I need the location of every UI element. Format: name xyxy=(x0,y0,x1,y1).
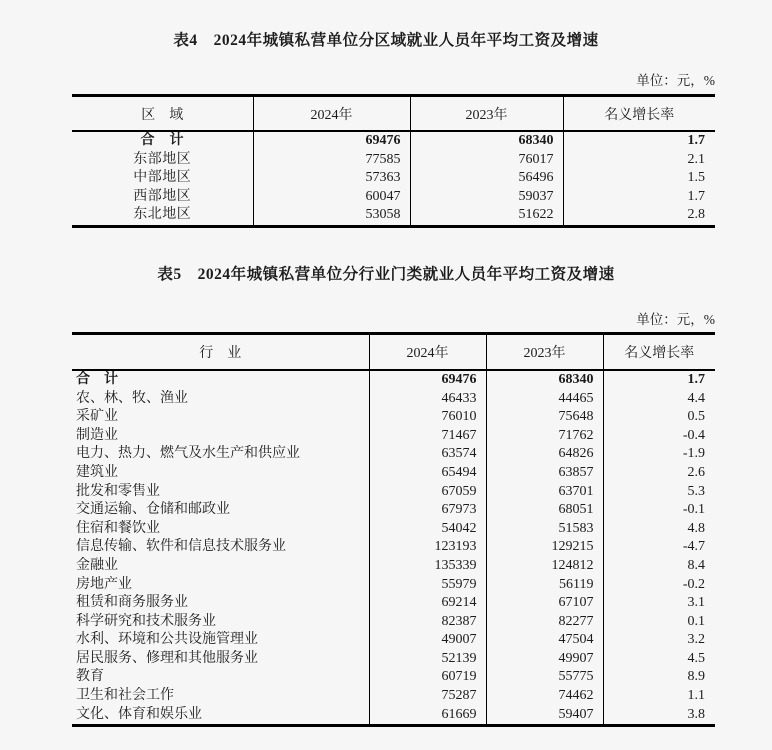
cell-growth: 4.4 xyxy=(603,390,715,409)
table4-col-2023: 2023年 xyxy=(410,96,563,132)
table-row xyxy=(72,370,715,390)
table-row xyxy=(72,538,715,557)
cell-y2024: 65494 xyxy=(369,464,486,483)
cell-growth: 2.8 xyxy=(563,206,715,226)
cell-growth: 3.2 xyxy=(603,631,715,650)
table-row xyxy=(72,427,715,446)
cell-y2024: 71467 xyxy=(369,427,486,446)
cell-growth: 2.1 xyxy=(563,151,715,170)
table-row xyxy=(72,151,715,170)
cell-growth: 4.8 xyxy=(603,520,715,539)
table-row xyxy=(72,706,715,726)
table-row xyxy=(72,520,715,539)
cell-y2023: 68051 xyxy=(486,501,603,520)
cell-y2023: 51583 xyxy=(486,520,603,539)
cell-y2023: 51622 xyxy=(410,206,563,226)
cell-growth: 1.1 xyxy=(603,687,715,706)
cell-label: 教育 xyxy=(76,669,104,685)
cell-y2023: 49907 xyxy=(486,650,603,669)
cell-y2024: 52139 xyxy=(369,650,486,669)
table-row xyxy=(72,131,715,151)
cell-growth: -0.2 xyxy=(603,576,715,595)
table-row xyxy=(72,445,715,464)
cell-label: 文化、体育和娱乐业 xyxy=(76,706,202,722)
table-row xyxy=(72,668,715,687)
cell-y2023: 71762 xyxy=(486,427,603,446)
table4-col-region: 区 域 xyxy=(72,96,253,132)
table5-body xyxy=(72,370,715,726)
cell-y2024: 46433 xyxy=(369,390,486,409)
cell-growth: 4.5 xyxy=(603,650,715,669)
cell-y2024: 75287 xyxy=(369,687,486,706)
table4-header-row xyxy=(72,96,715,132)
cell-y2023: 59037 xyxy=(410,188,563,207)
cell-growth: 3.8 xyxy=(603,706,715,726)
cell-growth: 1.7 xyxy=(563,131,715,151)
cell-label: 中部地区 xyxy=(133,170,192,186)
cell-growth: 5.3 xyxy=(603,483,715,502)
cell-label: 房地产业 xyxy=(76,576,132,592)
cell-y2023: 59407 xyxy=(486,706,603,726)
table-row xyxy=(72,188,715,207)
cell-y2023: 63857 xyxy=(486,464,603,483)
cell-y2023: 124812 xyxy=(486,557,603,576)
cell-y2024: 76010 xyxy=(369,408,486,427)
table4 xyxy=(72,94,715,228)
cell-y2024: 49007 xyxy=(369,631,486,650)
cell-y2023: 82277 xyxy=(486,613,603,632)
table5-wrap xyxy=(72,311,715,727)
cell-label: 科学研究和技术服务业 xyxy=(76,613,216,629)
cell-y2024: 77585 xyxy=(253,151,410,170)
cell-growth: 0.5 xyxy=(603,408,715,427)
cell-label: 采矿业 xyxy=(76,409,118,425)
cell-growth: 1.7 xyxy=(603,370,715,390)
cell-growth: 2.6 xyxy=(603,464,715,483)
table4-title: 表4 2024年城镇私营单位分区域就业人员年平均工资及增速 xyxy=(173,32,599,49)
table4-col-growth: 名义增长率 xyxy=(563,96,715,132)
cell-label: 合 计 xyxy=(140,133,184,148)
cell-y2024: 53058 xyxy=(253,206,410,226)
table-row xyxy=(72,408,715,427)
table-row xyxy=(72,557,715,576)
cell-y2023: 129215 xyxy=(486,538,603,557)
cell-label: 租赁和商务服务业 xyxy=(76,595,188,611)
table5-section xyxy=(0,264,772,727)
cell-y2024: 63574 xyxy=(369,445,486,464)
cell-label: 西部地区 xyxy=(133,188,192,204)
cell-y2023: 67107 xyxy=(486,594,603,613)
cell-growth: 3.1 xyxy=(603,594,715,613)
cell-y2023: 56496 xyxy=(410,169,563,188)
cell-label: 合 计 xyxy=(76,371,118,387)
cell-label: 农、林、牧、渔业 xyxy=(76,390,188,406)
cell-y2023: 56119 xyxy=(486,576,603,595)
cell-y2024: 60047 xyxy=(253,188,410,207)
cell-y2024: 57363 xyxy=(253,169,410,188)
table4-body xyxy=(72,131,715,226)
table5-col-industry: 行 业 xyxy=(72,333,369,370)
cell-growth: -0.1 xyxy=(603,501,715,520)
cell-label: 东北地区 xyxy=(133,207,192,223)
cell-y2023: 63701 xyxy=(486,483,603,502)
cell-label: 交通运输、仓储和邮政业 xyxy=(76,502,230,518)
cell-growth: 8.9 xyxy=(603,668,715,687)
table-row xyxy=(72,613,715,632)
cell-y2023: 44465 xyxy=(486,390,603,409)
cell-label: 水利、环境和公共设施管理业 xyxy=(76,632,258,648)
cell-label: 制造业 xyxy=(76,427,118,443)
cell-label: 批发和零售业 xyxy=(76,483,160,499)
cell-y2024: 60719 xyxy=(369,668,486,687)
table-row xyxy=(72,687,715,706)
table4-unit-note: 单位：元，% xyxy=(636,73,715,88)
cell-y2023: 74462 xyxy=(486,687,603,706)
cell-growth: -1.9 xyxy=(603,445,715,464)
cell-label: 电力、热力、燃气及水生产和供应业 xyxy=(76,446,300,462)
table-row xyxy=(72,594,715,613)
cell-growth: 0.1 xyxy=(603,613,715,632)
table4-wrap xyxy=(72,72,715,228)
cell-label: 建筑业 xyxy=(76,464,118,480)
cell-y2024: 67059 xyxy=(369,483,486,502)
table-row xyxy=(72,650,715,669)
table5-col-growth: 名义增长率 xyxy=(603,333,715,370)
cell-y2023: 68340 xyxy=(410,131,563,151)
cell-label: 住宿和餐饮业 xyxy=(76,520,160,536)
cell-growth: -4.7 xyxy=(603,538,715,557)
table4-section xyxy=(0,30,772,228)
cell-y2024: 82387 xyxy=(369,613,486,632)
cell-y2024: 69214 xyxy=(369,594,486,613)
cell-growth: -0.4 xyxy=(603,427,715,446)
cell-y2024: 69476 xyxy=(369,370,486,390)
cell-y2024: 123193 xyxy=(369,538,486,557)
table-row xyxy=(72,464,715,483)
cell-y2023: 68340 xyxy=(486,370,603,390)
cell-label: 卫生和社会工作 xyxy=(76,688,174,704)
cell-label: 居民服务、修理和其他服务业 xyxy=(76,650,258,666)
cell-y2024: 135339 xyxy=(369,557,486,576)
cell-y2023: 55775 xyxy=(486,668,603,687)
table5-col-2024: 2024年 xyxy=(369,333,486,370)
cell-y2024: 55979 xyxy=(369,576,486,595)
table-row xyxy=(72,390,715,409)
table-row xyxy=(72,483,715,502)
cell-growth: 8.4 xyxy=(603,557,715,576)
table-row xyxy=(72,631,715,650)
cell-label: 东部地区 xyxy=(133,151,192,167)
cell-growth: 1.7 xyxy=(563,188,715,207)
cell-y2023: 76017 xyxy=(410,151,563,170)
cell-y2024: 67973 xyxy=(369,501,486,520)
cell-y2023: 75648 xyxy=(486,408,603,427)
table5-col-2023: 2023年 xyxy=(486,333,603,370)
table-row xyxy=(72,501,715,520)
cell-label: 金融业 xyxy=(76,557,118,573)
table5 xyxy=(72,332,715,727)
cell-y2024: 61669 xyxy=(369,706,486,726)
cell-y2023: 64826 xyxy=(486,445,603,464)
cell-y2024: 69476 xyxy=(253,131,410,151)
table5-unit-note: 单位：元，% xyxy=(636,311,715,327)
cell-label: 信息传输、软件和信息技术服务业 xyxy=(76,539,286,555)
table-row xyxy=(72,206,715,226)
table4-col-2024: 2024年 xyxy=(253,96,410,132)
table-row xyxy=(72,169,715,188)
cell-growth: 1.5 xyxy=(563,169,715,188)
table5-header-row xyxy=(72,333,715,370)
cell-y2024: 54042 xyxy=(369,520,486,539)
table5-title: 表5 2024年城镇私营单位分行业门类就业人员年平均工资及增速 xyxy=(157,265,615,283)
table-row xyxy=(72,576,715,595)
cell-y2023: 47504 xyxy=(486,631,603,650)
